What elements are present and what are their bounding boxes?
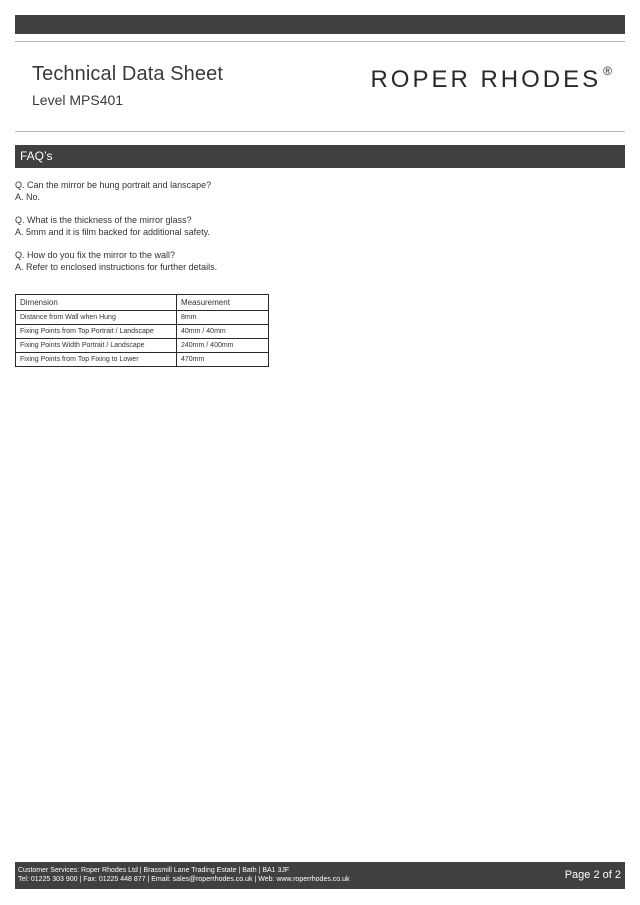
dimensions-table [15,294,269,367]
dimension-cell: Fixing Points Width Portrait / Landscape [16,339,177,353]
header-bottom-rule [15,131,625,132]
measurement-cell: 240mm / 400mm [177,339,269,353]
faq-answer: A. Refer to enclosed instructions for further details. [15,262,218,272]
footer-bar [15,862,625,889]
brand-name: ROPER RHODES [370,66,602,93]
footer-contact: Tel: 01225 303 900 | Fax: 01225 448 877 | Email: sales@roperrhodes.co.uk | Web: www.roperrhodes.co.uk [18,876,350,883]
document-title: Technical Data Sheet [32,63,224,85]
faq-list [15,179,415,284]
column-header-dimension: Dimension [16,295,177,311]
faq-answer: A. No. [15,192,41,202]
dimension-cell: Fixing Points from Top Fixing to Lower [16,353,177,367]
faq-answer: A. 5mm and it is film backed for additional safety. [15,227,210,237]
table-row [16,311,269,325]
measurement-cell: 8mm [177,311,269,325]
measurement-cell: 470mm [177,353,269,367]
table-header-row [16,295,269,311]
top-header-bar [15,15,625,34]
dimension-cell: Distance from Wall when Hung [16,311,177,325]
faq-question: Q. Can the mirror be hung portrait and lanscape? [15,180,212,190]
faq-question: Q. What is the thickness of the mirror glass? [15,215,192,225]
page-number: Page 2 of 2 [564,869,621,881]
faq-section-header [15,145,625,168]
table-row [16,339,269,353]
dimension-cell: Fixing Points from Top Portrait / Landscape [16,325,177,339]
brand-logo [370,66,612,94]
column-header-measurement: Measurement [177,295,269,311]
product-subtitle: Level MPS401 [32,92,124,108]
footer-address: Customer Services: Roper Rhodes Ltd | Brassmill Lane Trading Estate | Bath | BA1 3JF [18,867,290,874]
header-top-rule [15,41,625,42]
faq-item [15,214,415,238]
measurement-cell: 40mm / 40mm [177,325,269,339]
table-row [16,325,269,339]
table-row [16,353,269,367]
registered-mark: ® [603,64,612,78]
faq-item [15,249,415,273]
faq-question: Q. How do you fix the mirror to the wall? [15,250,176,260]
faq-item [15,179,415,203]
section-title: FAQ’s [20,149,53,163]
